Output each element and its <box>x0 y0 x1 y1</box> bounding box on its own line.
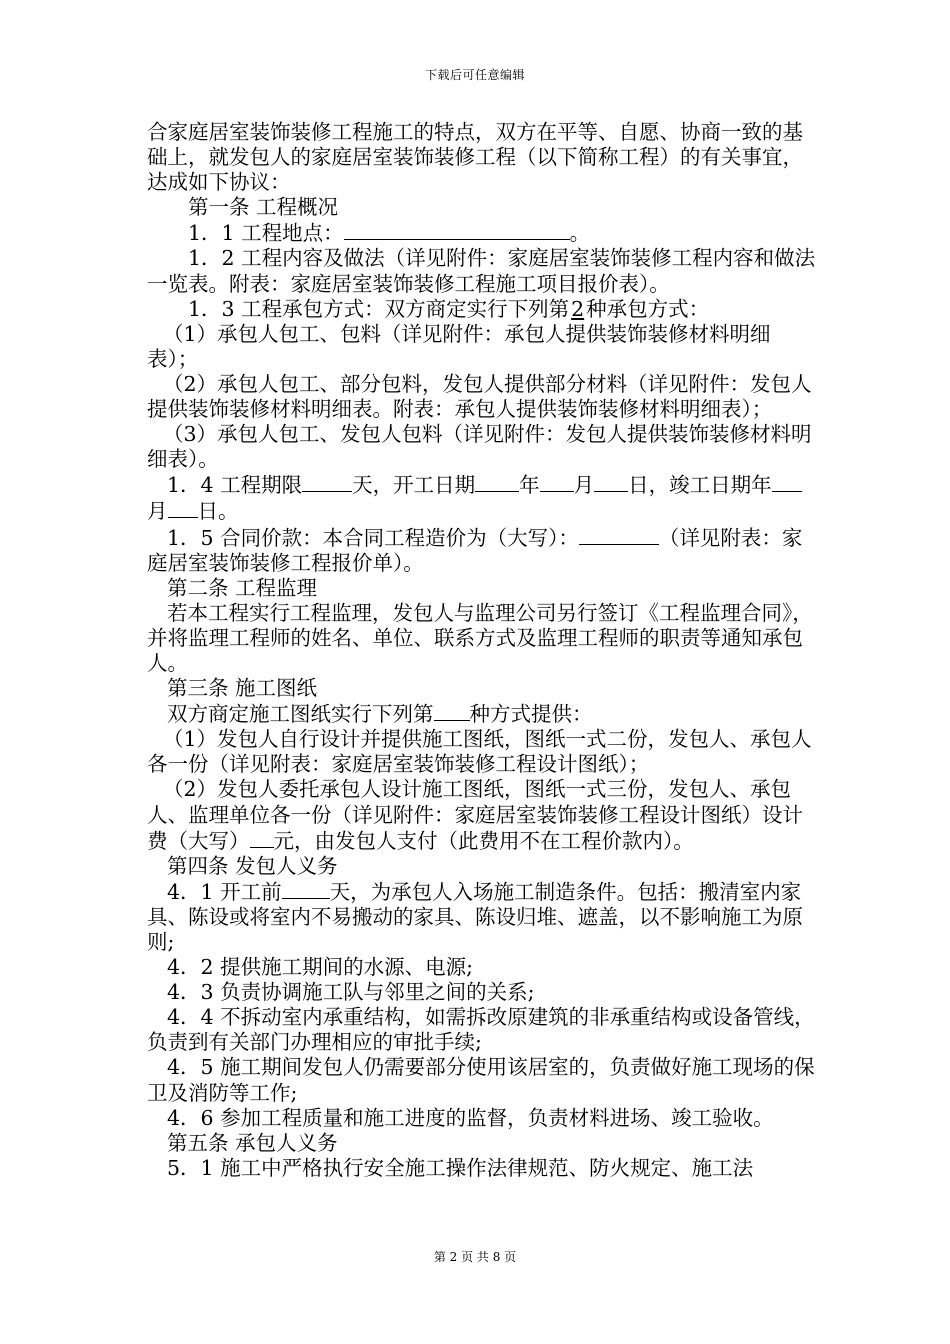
option-3-2-text-b: 元，由发包人支付（此费用不在工程价款内）。 <box>273 828 694 853</box>
article-3-heading: 第三条 施工图纸 <box>167 676 318 701</box>
clause-1-4-text-c: 年 <box>519 473 540 498</box>
option-3-1: （1）发包人自行设计并提供施工图纸，图纸一式二份，发包人、承包人各一份（详见附表：家庭居室装饰装修工程设计图纸）； <box>147 727 812 777</box>
blank-location <box>344 220 570 240</box>
blank-days <box>302 472 352 492</box>
blank-start-month <box>540 472 574 492</box>
clause-1-4-text-h: 日。 <box>197 499 239 524</box>
option-1-3-2: （2）承包人包工、部分包料，发包人提供部分材料（详见附件：发包人提供装饰装修材料明细表。附表：承包人提供装饰装修材料明细表）； <box>147 371 812 422</box>
article-3-text-b: 种方式提供： <box>469 702 593 727</box>
clause-4-2: 4．2 提供施工期间的水源、电源; <box>167 955 474 980</box>
blank-days-before <box>282 879 330 899</box>
blank-start-day <box>594 472 628 492</box>
document-body <box>147 120 817 1181</box>
clause-4-6: 4．6 参加工程质量和施工进度的监督，负责材料进场、竣工验收。 <box>167 1105 774 1130</box>
clause-5-1: 5．1 施工中严格执行安全施工操作法律规范、防火规定、施工法 <box>167 1155 754 1180</box>
clause-1-2: 1．2 工程内容及做法（详见附件：家庭居室装饰装修工程内容和做法一览表。附表：家庭居室装饰装修工程施工项目报价表）。 <box>147 246 816 296</box>
clause-4-3: 4．3 负责协调施工队与邻里之间的关系; <box>167 980 535 1005</box>
clause-1-4-text-d: 月 <box>573 473 595 498</box>
clause-1-3-text: 1．3 工程承包方式：双方商定实行下列第 <box>188 296 570 321</box>
blank-start-year <box>475 472 519 492</box>
blank-price <box>579 525 659 545</box>
clause-1-1-end: 。 <box>569 221 591 246</box>
blank-end-day <box>168 498 198 518</box>
contract-mode-choice: 2 <box>571 296 585 321</box>
article-1-heading: 第一条 工程概况 <box>188 195 339 220</box>
intro-paragraph: 合家庭居室装饰装修工程施工的特点，双方在平等、自愿、协商一致的基础上，就发包人的家庭居室装饰装修工程（以下简称工程）的有关事宜，达成如下协议： <box>147 120 803 195</box>
article-2-heading: 第二条 工程监理 <box>167 575 318 600</box>
article-4-heading: 第四条 发包人义务 <box>167 853 338 878</box>
clause-1-5 <box>147 525 817 576</box>
clause-1-3-end: 种承包方式： <box>586 296 710 321</box>
blank-drawing-mode <box>434 701 470 721</box>
option-1-3-1: （1）承包人包工、包料（详见附件：承包人提供装饰装修材料明细表）； <box>147 321 771 371</box>
page-number: 第 2 页 共 8 页 <box>433 1250 517 1264</box>
clause-1-4-text-f: 年 <box>751 473 772 498</box>
clause-1-5-text-b: （详见附表：家庭居室装饰装修工程报价单）。 <box>147 525 803 575</box>
article-2-text: 若本工程实行工程监理，发包人与监理公司另行签订《工程监理合同》，并将监理工程师的姓名、单位、联系方式及监理工程师的职责等通知承包人。 <box>147 600 813 675</box>
option-3-2 <box>147 777 817 853</box>
clause-4-1-text-a: 4．1 开工前 <box>167 879 282 904</box>
blank-end-month <box>772 472 802 492</box>
header-note: 下载后可任意编辑 <box>424 68 525 82</box>
clause-1-4-text-a: 1．4 工程期限 <box>167 473 303 498</box>
article-3-text-a: 双方商定施工图纸实行下列第 <box>167 702 434 727</box>
clause-4-1-text-b: 天，为承包人入场施工制造条件。包括：搬清室内家具、陈设或将室内不易搬动的家具、陈设归堆、遮盖，以不影响施工为原则; <box>147 879 803 954</box>
clause-1-4-text-g: 月 <box>147 499 168 524</box>
option-1-3-3: （3）承包人包工、发包人包料（详见附件：发包人提供装饰装修材料明细表）。 <box>147 422 812 472</box>
article-5-heading: 第五条 承包人义务 <box>167 1130 338 1155</box>
clause-4-5: 4．5 施工期间发包人仍需要部分使用该居室的，负责做好施工现场的保卫及消防等工作; <box>147 1055 815 1105</box>
article-3-text <box>147 701 817 727</box>
clause-1-3 <box>147 297 817 322</box>
clause-1-4-text-e: 日，竣工日期 <box>628 473 752 498</box>
clause-1-1-text: 1．1 工程地点： <box>188 221 344 246</box>
clause-1-4 <box>147 472 817 524</box>
option-3-2-text-a: （2）发包人委托承包人设计施工图纸，图纸一式三份，发包人、承包人、监理单位各一份（详见附件：家庭居室装饰装修工程设计图纸）设计费（大写） <box>147 777 803 853</box>
clause-4-4: 4．4 不拆动室内承重结构，如需拆改原建筑的非承重结构或设备管线，负责到有关部门办理相应的审批手续; <box>147 1005 815 1055</box>
clause-4-1 <box>147 879 817 955</box>
clause-1-1 <box>147 220 817 246</box>
clause-1-4-text-b: 天，开工日期 <box>352 473 476 498</box>
blank-design-fee <box>250 828 274 848</box>
clause-1-5-text-a: 1．5 合同价款：本合同工程造价为（大写）： <box>167 525 579 550</box>
